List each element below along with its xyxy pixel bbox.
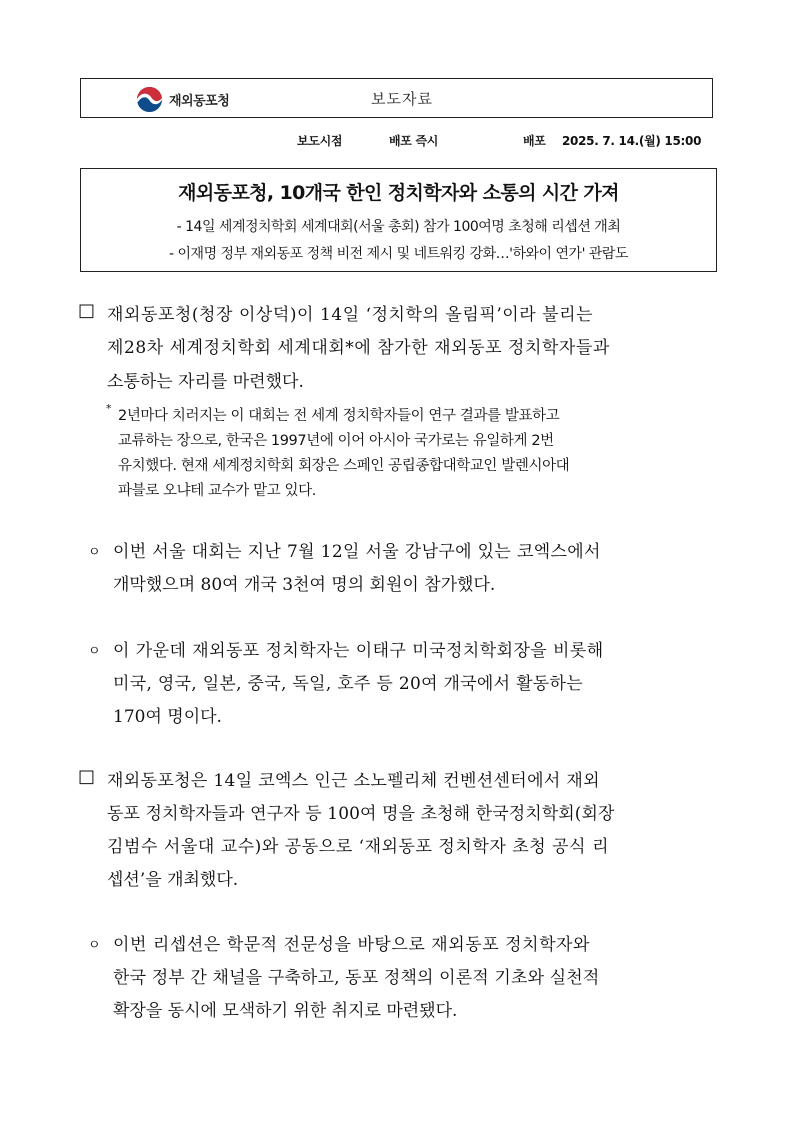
paragraph-5-line-2: 한국 정부 간 채널을 구축하고, 동포 정책의 이론적 기초와 실천적 [113, 968, 600, 988]
paragraph-1-line-1: 재외동포청(청장 이상덕)이 14일 ‘정치학의 올림픽’이라 불리는 [107, 305, 594, 325]
document-type: 보도자료 [371, 90, 433, 108]
subheadline-1: - 14일 세계정치학회 세계대회(서울 총회) 참가 100여명 초청해 리셉션 개최 [176, 219, 621, 235]
distribution-label: 배포 [523, 134, 546, 148]
circle-bullet: ㅇ [88, 938, 101, 953]
release-time-label: 보도시점 [297, 134, 343, 148]
paragraph-4-line-3: 김범수 서울대 교수)와 공동으로 ‘재외동포 정치학자 초청 공식 리 [107, 837, 610, 857]
paragraph-5-line-1: 이번 리셉션은 학문적 전문성을 바탕으로 재외동포 정치학자와 [113, 935, 590, 955]
paragraph-5-line-3: 확장을 동시에 모색하기 위한 취지로 마련됐다. [113, 1001, 458, 1021]
paragraph-2-line-2: 개막했으며 80여 개국 3천여 명의 회원이 참가했다. [113, 575, 496, 595]
circle-bullet: ㅇ [88, 644, 101, 659]
footnote-line-3: 유치했다. 현재 세계정치학회 회장은 스페인 공립종합대학교인 발렌시아대 [118, 458, 570, 474]
footnote-line-1: 2년마다 치러지는 이 대회는 전 세계 정치학자들이 연구 결과를 발표하고 [118, 408, 560, 424]
paragraph-1-line-2: 제28차 세계정치학회 세계대회*에 참가한 재외동포 정치학자들과 [107, 338, 610, 358]
footnote-marker: * [106, 402, 112, 415]
release-time-value: 배포 즉시 [389, 134, 439, 148]
header-box [80, 78, 713, 118]
square-bullet: □ [78, 300, 96, 321]
paragraph-3-line-2: 미국, 영국, 일본, 중국, 독일, 호주 등 20여 개국에서 활동하는 [113, 674, 583, 694]
headline: 재외동포청, 10개국 한인 정치학자와 소통의 시간 가져 [178, 182, 619, 204]
subheadline-2: - 이재명 정부 재외동포 정책 비전 제시 및 네트워킹 강화…'하와이 연가' 관람도 [169, 246, 628, 262]
footnote-line-2: 교류하는 장으로, 한국은 1997년에 이어 아시아 국가로는 유일하게 2번 [118, 433, 554, 449]
square-bullet: □ [78, 766, 96, 787]
distribution-date: 2025. 7. 14.(월) 15:00 [562, 134, 702, 148]
paragraph-4-line-4: 셉션’을 개최했다. [107, 870, 239, 890]
circle-bullet: ㅇ [88, 545, 101, 560]
paragraph-2-line-1: 이번 서울 대회는 지난 7월 12일 서울 강남구에 있는 코엑스에서 [113, 542, 601, 562]
paragraph-3-line-1: 이 가운데 재외동포 정치학자는 이태구 미국정치학회장을 비롯해 [113, 641, 604, 661]
paragraph-3-line-3: 170여 명이다. [113, 707, 222, 727]
paragraph-4-line-2: 동포 정치학자들과 연구자 등 100여 명을 초청해 한국정치학회(회장 [107, 804, 615, 824]
agency-name: 재외동포청 [169, 94, 230, 109]
footnote-line-4: 파블로 오냐테 교수가 맡고 있다. [118, 483, 316, 499]
paragraph-4-line-1: 재외동포청은 14일 코엑스 인근 소노펠리체 컨벤션센터에서 재외 [107, 771, 600, 791]
paragraph-1-line-3: 소통하는 자리를 마련했다. [107, 372, 304, 392]
title-box [80, 168, 717, 272]
agency-logo-icon [136, 86, 163, 113]
